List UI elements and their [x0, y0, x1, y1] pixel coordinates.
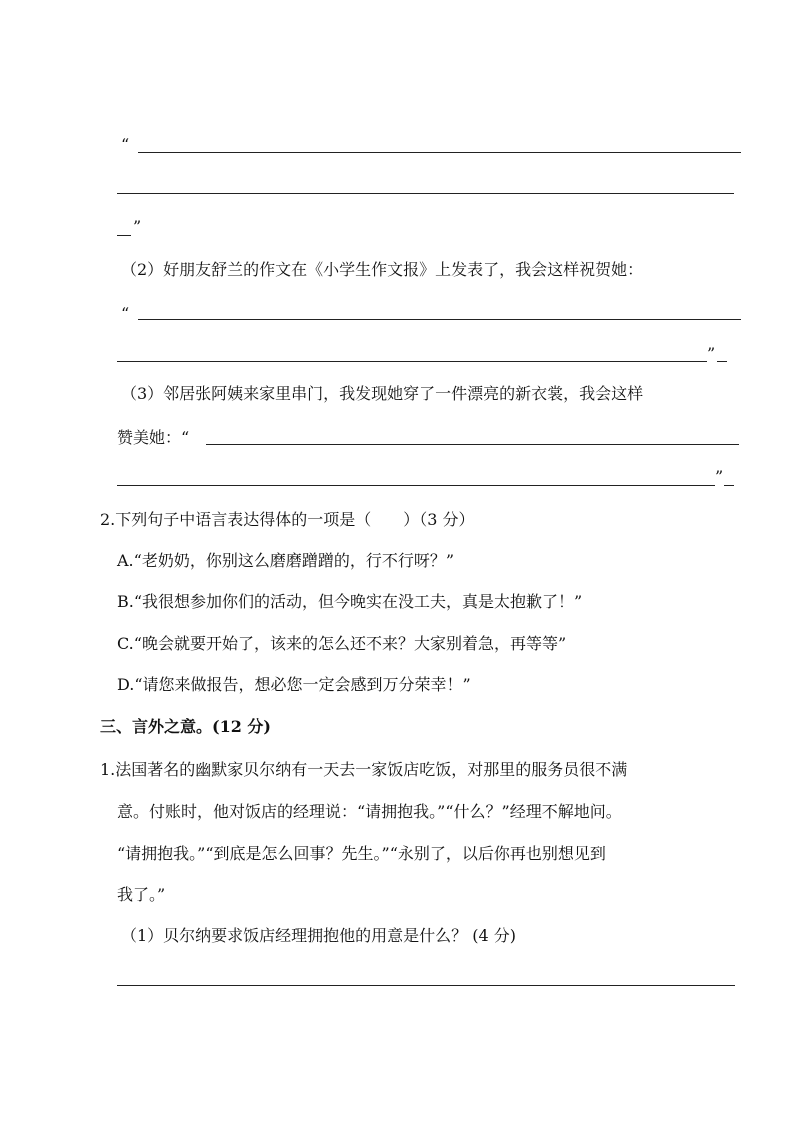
- subquestion-3-prompt-cont: 赞美她：“: [117, 428, 190, 447]
- question-2-stem: 2.下列句子中语言表达得体的一项是（ ）（3 分）: [100, 510, 475, 529]
- answer-line[interactable]: [117, 485, 715, 486]
- answer-line[interactable]: [117, 985, 735, 986]
- open-quote: “: [121, 304, 130, 323]
- answer-line[interactable]: [117, 193, 734, 194]
- subquestion-1-prompt: （1）贝尔纳要求饭店经理拥抱他的用意是什么？ (4 分): [121, 926, 517, 945]
- answer-line[interactable]: [206, 444, 739, 445]
- subquestion-2-prompt: （2）好朋友舒兰的作文在《小学生作文报》上发表了，我会这样祝贺她：: [121, 260, 644, 279]
- passage-line: “请拥抱我。”“到底是怎么回事？先生。”“永别了，以后你再也别想见到: [117, 844, 606, 863]
- subquestion-3-prompt: （3）邻居张阿姨来家里串门，我发现她穿了一件漂亮的新衣裳，我会这样: [121, 384, 644, 403]
- option-d[interactable]: D.“请您来做报告，想必您一定会感到万分荣幸！”: [117, 675, 471, 694]
- answer-line[interactable]: [724, 485, 734, 486]
- section-heading: 三、言外之意。(12 分): [100, 717, 271, 736]
- answer-line[interactable]: [117, 235, 131, 236]
- answer-line[interactable]: [117, 361, 707, 362]
- close-quote: ”: [133, 217, 142, 236]
- passage-line: 我了。”: [117, 885, 166, 904]
- answer-line[interactable]: [138, 319, 741, 320]
- answer-line[interactable]: [717, 361, 727, 362]
- passage-line: 意。付账时，他对饭店的经理说：“请拥抱我。”“什么？”经理不解地问。: [117, 802, 622, 821]
- option-b[interactable]: B.“我很想参加你们的活动，但今晚实在没工夫，真是太抱歉了！”: [117, 592, 583, 611]
- close-quote: ”: [707, 344, 716, 363]
- option-c[interactable]: C.“晚会就要开始了，该来的怎么还不来？大家别着急，再等等”: [117, 634, 567, 653]
- close-quote: ”: [715, 467, 724, 486]
- answer-line[interactable]: [138, 152, 741, 153]
- passage-line: 1.法国著名的幽默家贝尔纳有一天去一家饭店吃饭，对那里的服务员很不满: [100, 760, 628, 779]
- option-a[interactable]: A.“老奶奶，你别这么磨磨蹭蹭的，行不行呀？”: [117, 551, 455, 570]
- open-quote: “: [121, 135, 130, 154]
